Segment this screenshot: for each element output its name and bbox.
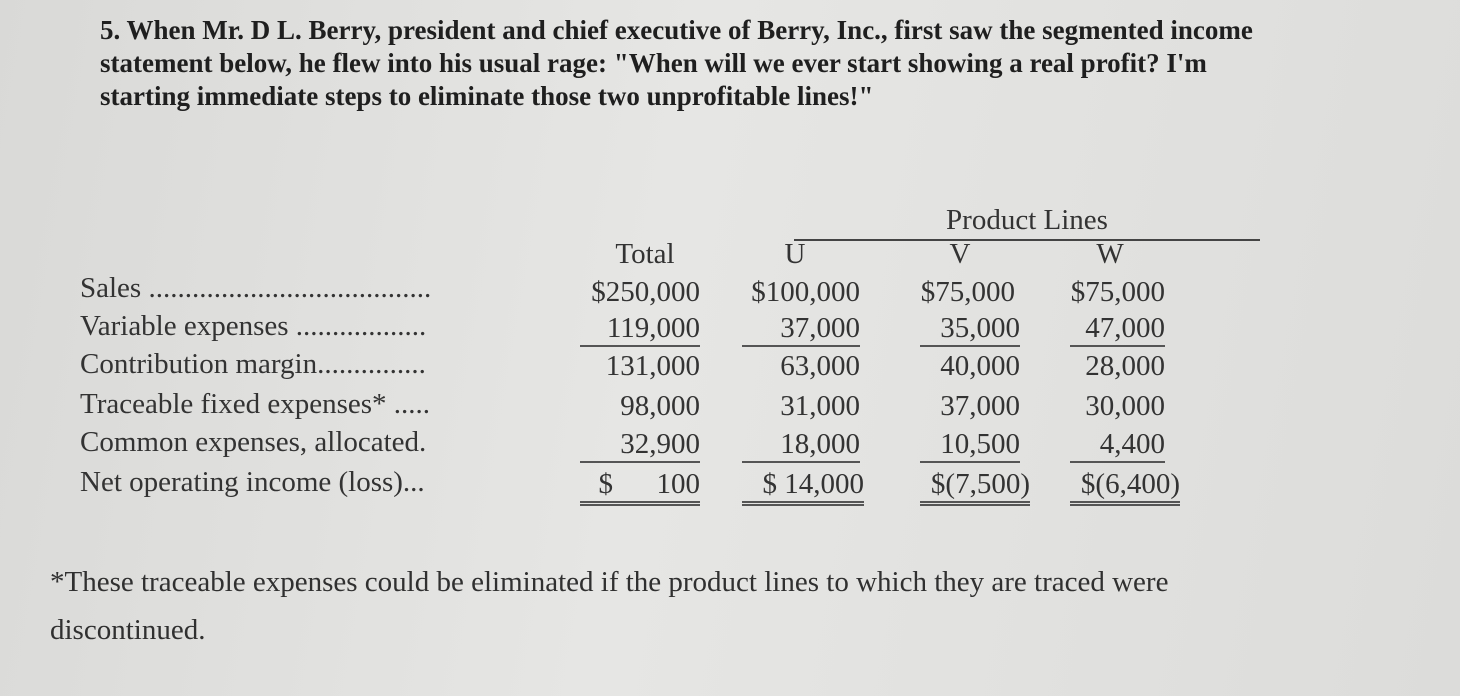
column-header-w: W xyxy=(1096,238,1124,270)
column-header-total: Total xyxy=(615,238,675,270)
problem-text: 5. When Mr. D L. Berry, president and chief executive of Berry, Inc., first saw the segmented income statement below, he flew into his usual rage: "When will we ever start showing a real profit? I'm starting immediate steps to eliminate those two unprofitable lines!" xyxy=(100,15,1253,111)
row-label-common-expenses: Common expenses, allocated. xyxy=(80,426,427,458)
segmented-income-statement xyxy=(80,200,1200,520)
cell-noi-v: $(7,500) xyxy=(920,468,1030,506)
cell-sales-v: $75,000 xyxy=(920,276,1015,308)
cell-variable-v: 35,000 xyxy=(920,312,1020,347)
cell-sales-u: $100,000 xyxy=(751,276,860,308)
cell-common-u: 18,000 xyxy=(742,428,860,463)
row-label-variable-expenses: Variable expenses .................. xyxy=(80,310,427,342)
cell-common-w: 4,400 xyxy=(1070,428,1165,463)
cell-variable-u: 37,000 xyxy=(742,312,860,347)
product-lines-header: Product Lines xyxy=(794,204,1260,241)
cell-cm-u: 63,000 xyxy=(780,350,860,382)
row-label-traceable-fixed: Traceable fixed expenses* ..... xyxy=(80,388,431,420)
column-header-u: U xyxy=(784,238,806,270)
column-header-v: V xyxy=(949,238,971,270)
cell-common-v: 10,500 xyxy=(920,428,1020,463)
cell-cm-v: 40,000 xyxy=(940,350,1020,382)
cell-traceable-v: 37,000 xyxy=(940,390,1020,422)
cell-traceable-total: 98,000 xyxy=(620,390,700,422)
cell-noi-u: $ 14,000 xyxy=(742,468,864,506)
cell-noi-total: $ 100 xyxy=(580,468,700,506)
footnote: *These traceable expenses could be eliminated if the product lines to which they are traced were discontinued. xyxy=(50,566,1169,646)
cell-common-total: 32,900 xyxy=(580,428,700,463)
cell-traceable-u: 31,000 xyxy=(780,390,860,422)
cell-sales-w: $75,000 xyxy=(1070,276,1165,308)
cell-noi-w: $(6,400) xyxy=(1070,468,1180,506)
cell-traceable-w: 30,000 xyxy=(1085,390,1165,422)
row-label-sales: Sales ....................................... xyxy=(80,272,432,304)
cell-cm-w: 28,000 xyxy=(1085,350,1165,382)
row-label-net-operating-income: Net operating income (loss)... xyxy=(80,466,425,498)
cell-variable-total: 119,000 xyxy=(580,312,700,347)
cell-cm-total: 131,000 xyxy=(605,350,700,382)
cell-variable-w: 47,000 xyxy=(1070,312,1165,347)
cell-sales-total: $250,000 xyxy=(591,276,700,308)
row-label-contribution-margin: Contribution margin............... xyxy=(80,348,426,380)
